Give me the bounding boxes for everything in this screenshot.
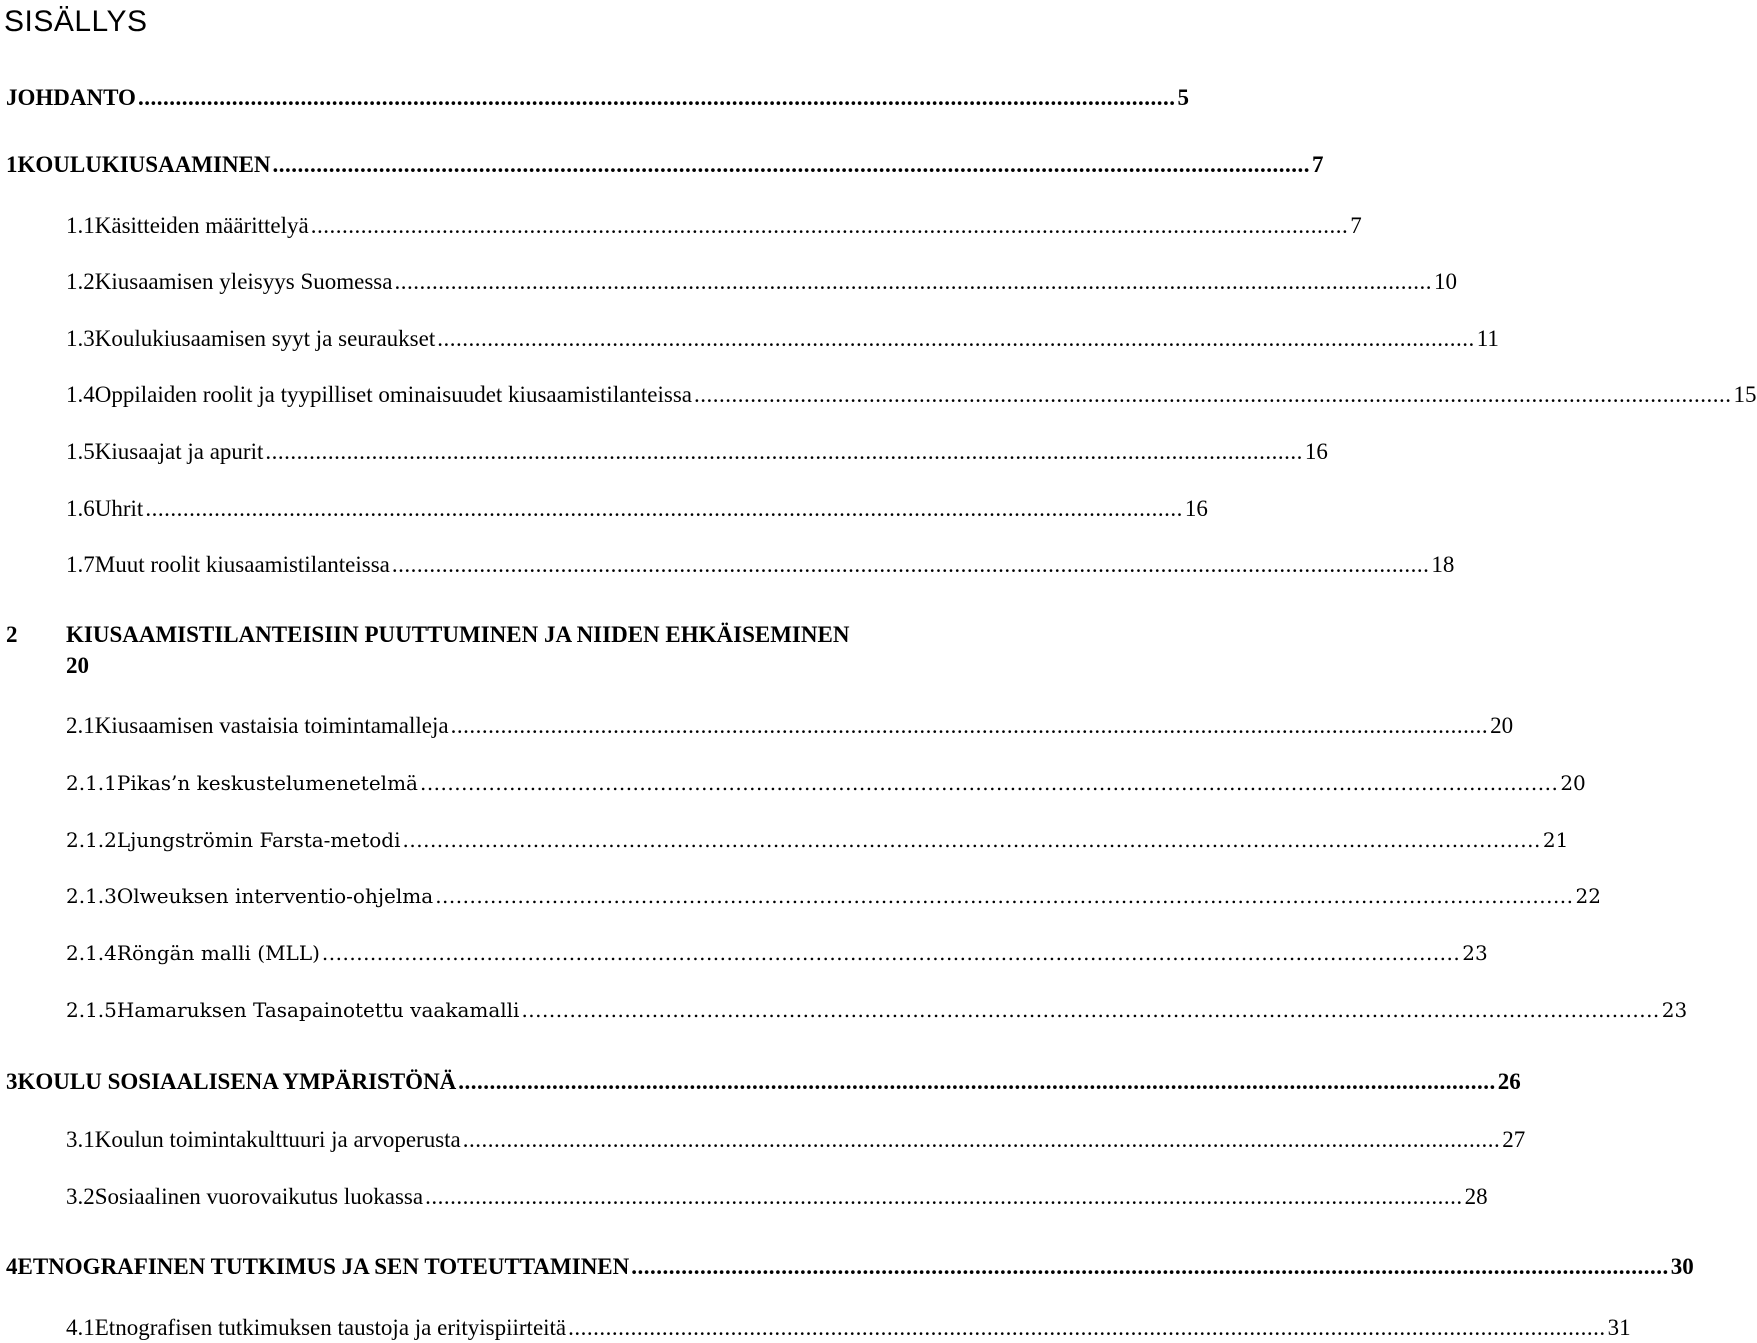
toc-entry-page: 30	[1670, 1254, 1694, 1279]
toc-entry-text: Röngän malli (MLL)	[116, 941, 320, 965]
toc-entry-page: 31	[1607, 1315, 1631, 1340]
toc-entry-number: 2.1.2	[66, 828, 117, 852]
toc-dot-leader: ......................................................................................................................................................................	[437, 326, 1475, 351]
toc-entry-text: Olweuksen interventio-ohjelma	[116, 884, 434, 908]
toc-dot-leader: ......................................................................................................................................................................	[631, 1254, 1669, 1279]
toc-entry-text: Oppilaiden roolit ja tyypilliset ominaisuudet kiusaamistilanteissa	[94, 382, 693, 407]
toc-entry-text: Kiusaamisen yleisyys Suomessa	[94, 269, 393, 294]
toc-entry-number: 1.7	[66, 552, 95, 577]
toc-dot-leader: ......................................................................................................................................................................	[321, 941, 1461, 965]
toc-entry-number: 2.1.5	[66, 998, 117, 1022]
toc-dot-leader: ......................................................................................................................................................................	[521, 998, 1660, 1022]
toc-entry-johdanto[interactable]	[6, 84, 1189, 112]
toc-entry-page: 23	[1462, 941, 1488, 965]
toc-entry-number: 1.3	[66, 326, 95, 351]
toc-entry-page: 20	[1560, 771, 1586, 795]
toc-entry-subsection-2-1-1[interactable]	[66, 769, 1586, 797]
toc-entry-page: 11	[1476, 326, 1499, 351]
toc-dot-leader: ......................................................................................................................................................................	[391, 552, 1430, 577]
page-title: SISÄLLYS	[4, 5, 148, 38]
toc-entry-text: ETNOGRAFINEN TUTKIMUS JA SEN TOTEUTTAMINEN	[17, 1254, 630, 1279]
toc-dot-leader: ......................................................................................................................................................................	[394, 269, 1432, 294]
toc-entry-text: Käsitteiden määrittelyä	[94, 213, 309, 238]
toc-entry-page: 28	[1464, 1184, 1488, 1209]
toc-entry-text: Kiusaamisen vastaisia toimintamalleja	[94, 713, 449, 738]
toc-entry-page: 27	[1502, 1127, 1526, 1152]
toc-entry-number: 2.1	[66, 713, 95, 738]
toc-entry-subsection-2-1-3[interactable]	[66, 882, 1601, 910]
toc-entry-section-1-6[interactable]	[66, 495, 1208, 523]
toc-entry-subsection-2-1-2[interactable]	[66, 826, 1569, 854]
toc-entry-text: Ljungströmin Farsta-metodi	[116, 828, 401, 852]
toc-dot-leader: ......................................................................................................................................................................	[425, 1184, 1463, 1209]
toc-dot-leader: ......................................................................................................................................................................	[458, 1069, 1496, 1094]
toc-entry-page: 7	[1312, 152, 1324, 177]
toc-dot-leader: ......................................................................................................................................................................	[694, 382, 1732, 407]
toc-entry-page: 26	[1497, 1069, 1521, 1094]
toc-dot-leader: ......................................................................................................................................................................	[265, 439, 1303, 464]
toc-entry-subsection-2-1-4[interactable]	[66, 939, 1488, 967]
toc-entry-subsection-2-1-5[interactable]	[66, 996, 1688, 1024]
toc-entry-number: 4.1	[66, 1315, 95, 1340]
toc-entry-page: 18	[1431, 552, 1455, 577]
toc-entry-text: Uhrit	[94, 496, 144, 521]
toc-entry-text: KOULUKIUSAAMINEN	[17, 152, 271, 177]
toc-entry-page: 22	[1575, 884, 1601, 908]
toc-entry-section-1-2[interactable]	[66, 268, 1457, 296]
toc-entry-text: Muut roolit kiusaamistilanteissa	[94, 552, 390, 577]
toc-entry-section-3-1[interactable]	[66, 1126, 1526, 1154]
toc-entry-page: 5	[1177, 85, 1189, 110]
toc-entry-number: 3.1	[66, 1127, 95, 1152]
toc-entry-text: Sosiaalinen vuorovaikutus luokassa	[94, 1184, 424, 1209]
toc-entry-chapter-1[interactable]	[6, 151, 1324, 179]
toc-entry-number: 2.1.4	[66, 941, 117, 965]
toc-entry-page: 20	[66, 653, 89, 678]
toc-entry-chapter-2[interactable]	[6, 621, 960, 649]
toc-dot-leader: ......................................................................................................................................................................	[462, 1127, 1501, 1152]
toc-entry-number: 2.1.3	[66, 884, 117, 908]
toc-entry-page: 15	[1733, 382, 1757, 407]
toc-dot-leader: ......................................................................................................................................................................	[435, 884, 1574, 908]
toc-entry-text: Kiusaajat ja apurit	[94, 439, 264, 464]
toc-entry-chapter-3[interactable]	[6, 1068, 1521, 1096]
toc-entry-page: 23	[1661, 998, 1688, 1022]
toc-entry-number: 3	[6, 1069, 18, 1094]
toc-entry-text: Etnografisen tutkimuksen taustoja ja erityispiirteitä	[94, 1315, 567, 1340]
toc-dot-leader: ......................................................................................................................................................................	[568, 1315, 1606, 1340]
toc-entry-number: 4	[6, 1254, 18, 1279]
toc-dot-leader: ......................................................................................................................................................................	[310, 213, 1349, 238]
toc-entry-section-1-3[interactable]	[66, 325, 1499, 353]
toc-entry-number: 1.5	[66, 439, 95, 464]
toc-entry-section-4-1[interactable]	[66, 1314, 1631, 1342]
toc-entry-page: 10	[1433, 269, 1457, 294]
toc-dot-leader: ......................................................................................................................................................................	[419, 771, 1559, 795]
toc-dot-leader: ......................................................................................................................................................................	[145, 496, 1183, 521]
toc-entry-number: 1.2	[66, 269, 95, 294]
toc-entry-number: 2.1.1	[66, 771, 117, 795]
toc-entry-number: 1	[6, 152, 18, 177]
toc-entry-number: 2	[6, 622, 18, 647]
toc-entry-number: 1.1	[66, 213, 95, 238]
toc-entry-text: Pikas’n keskustelumenetelmä	[116, 771, 418, 795]
toc-entry-section-1-4[interactable]	[66, 381, 1757, 409]
toc-dot-leader: ......................................................................................................................................................................	[402, 828, 1541, 852]
toc-entry-page: 16	[1304, 439, 1328, 464]
toc-entry-chapter-4[interactable]	[6, 1253, 1694, 1281]
toc-dot-leader: ......................................................................................................................................................................	[450, 713, 1489, 738]
toc-entry-text: Hamaruksen Tasapainotettu vaakamalli	[116, 998, 520, 1022]
toc-entry-section-1-5[interactable]	[66, 438, 1328, 466]
toc-entry-section-1-1[interactable]	[66, 212, 1362, 240]
toc-entry-text: KOULU SOSIAALISENA YMPÄRISTÖNÄ	[17, 1069, 457, 1094]
toc-dot-leader: ......................................................................................................................................................................	[137, 85, 1176, 110]
toc-entry-text: JOHDANTO	[6, 85, 136, 110]
toc-entry-number: 1.4	[66, 382, 95, 407]
toc-entry-page: 7	[1350, 213, 1362, 238]
toc-entry-section-2-1[interactable]	[66, 712, 1514, 740]
toc-entry-page: 20	[1490, 713, 1514, 738]
toc-entry-page: 16	[1184, 496, 1208, 521]
toc-entry-number: 3.2	[66, 1184, 95, 1209]
toc-entry-text: KIUSAAMISTILANTEISIIN PUUTTUMINEN JA NIIDEN EHKÄISEMINEN	[66, 622, 850, 647]
toc-entry-section-1-7[interactable]	[66, 551, 1455, 579]
toc-entry-section-3-2[interactable]	[66, 1183, 1488, 1211]
toc-entry-text: Koulun toimintakulttuuri ja arvoperusta	[94, 1127, 461, 1152]
toc-dot-leader: ......................................................................................................................................................................	[272, 152, 1311, 177]
toc-entry-text: Koulukiusaamisen syyt ja seuraukset	[94, 326, 436, 351]
toc-entry-number: 1.6	[66, 496, 95, 521]
toc-entry-page: 21	[1542, 828, 1569, 852]
